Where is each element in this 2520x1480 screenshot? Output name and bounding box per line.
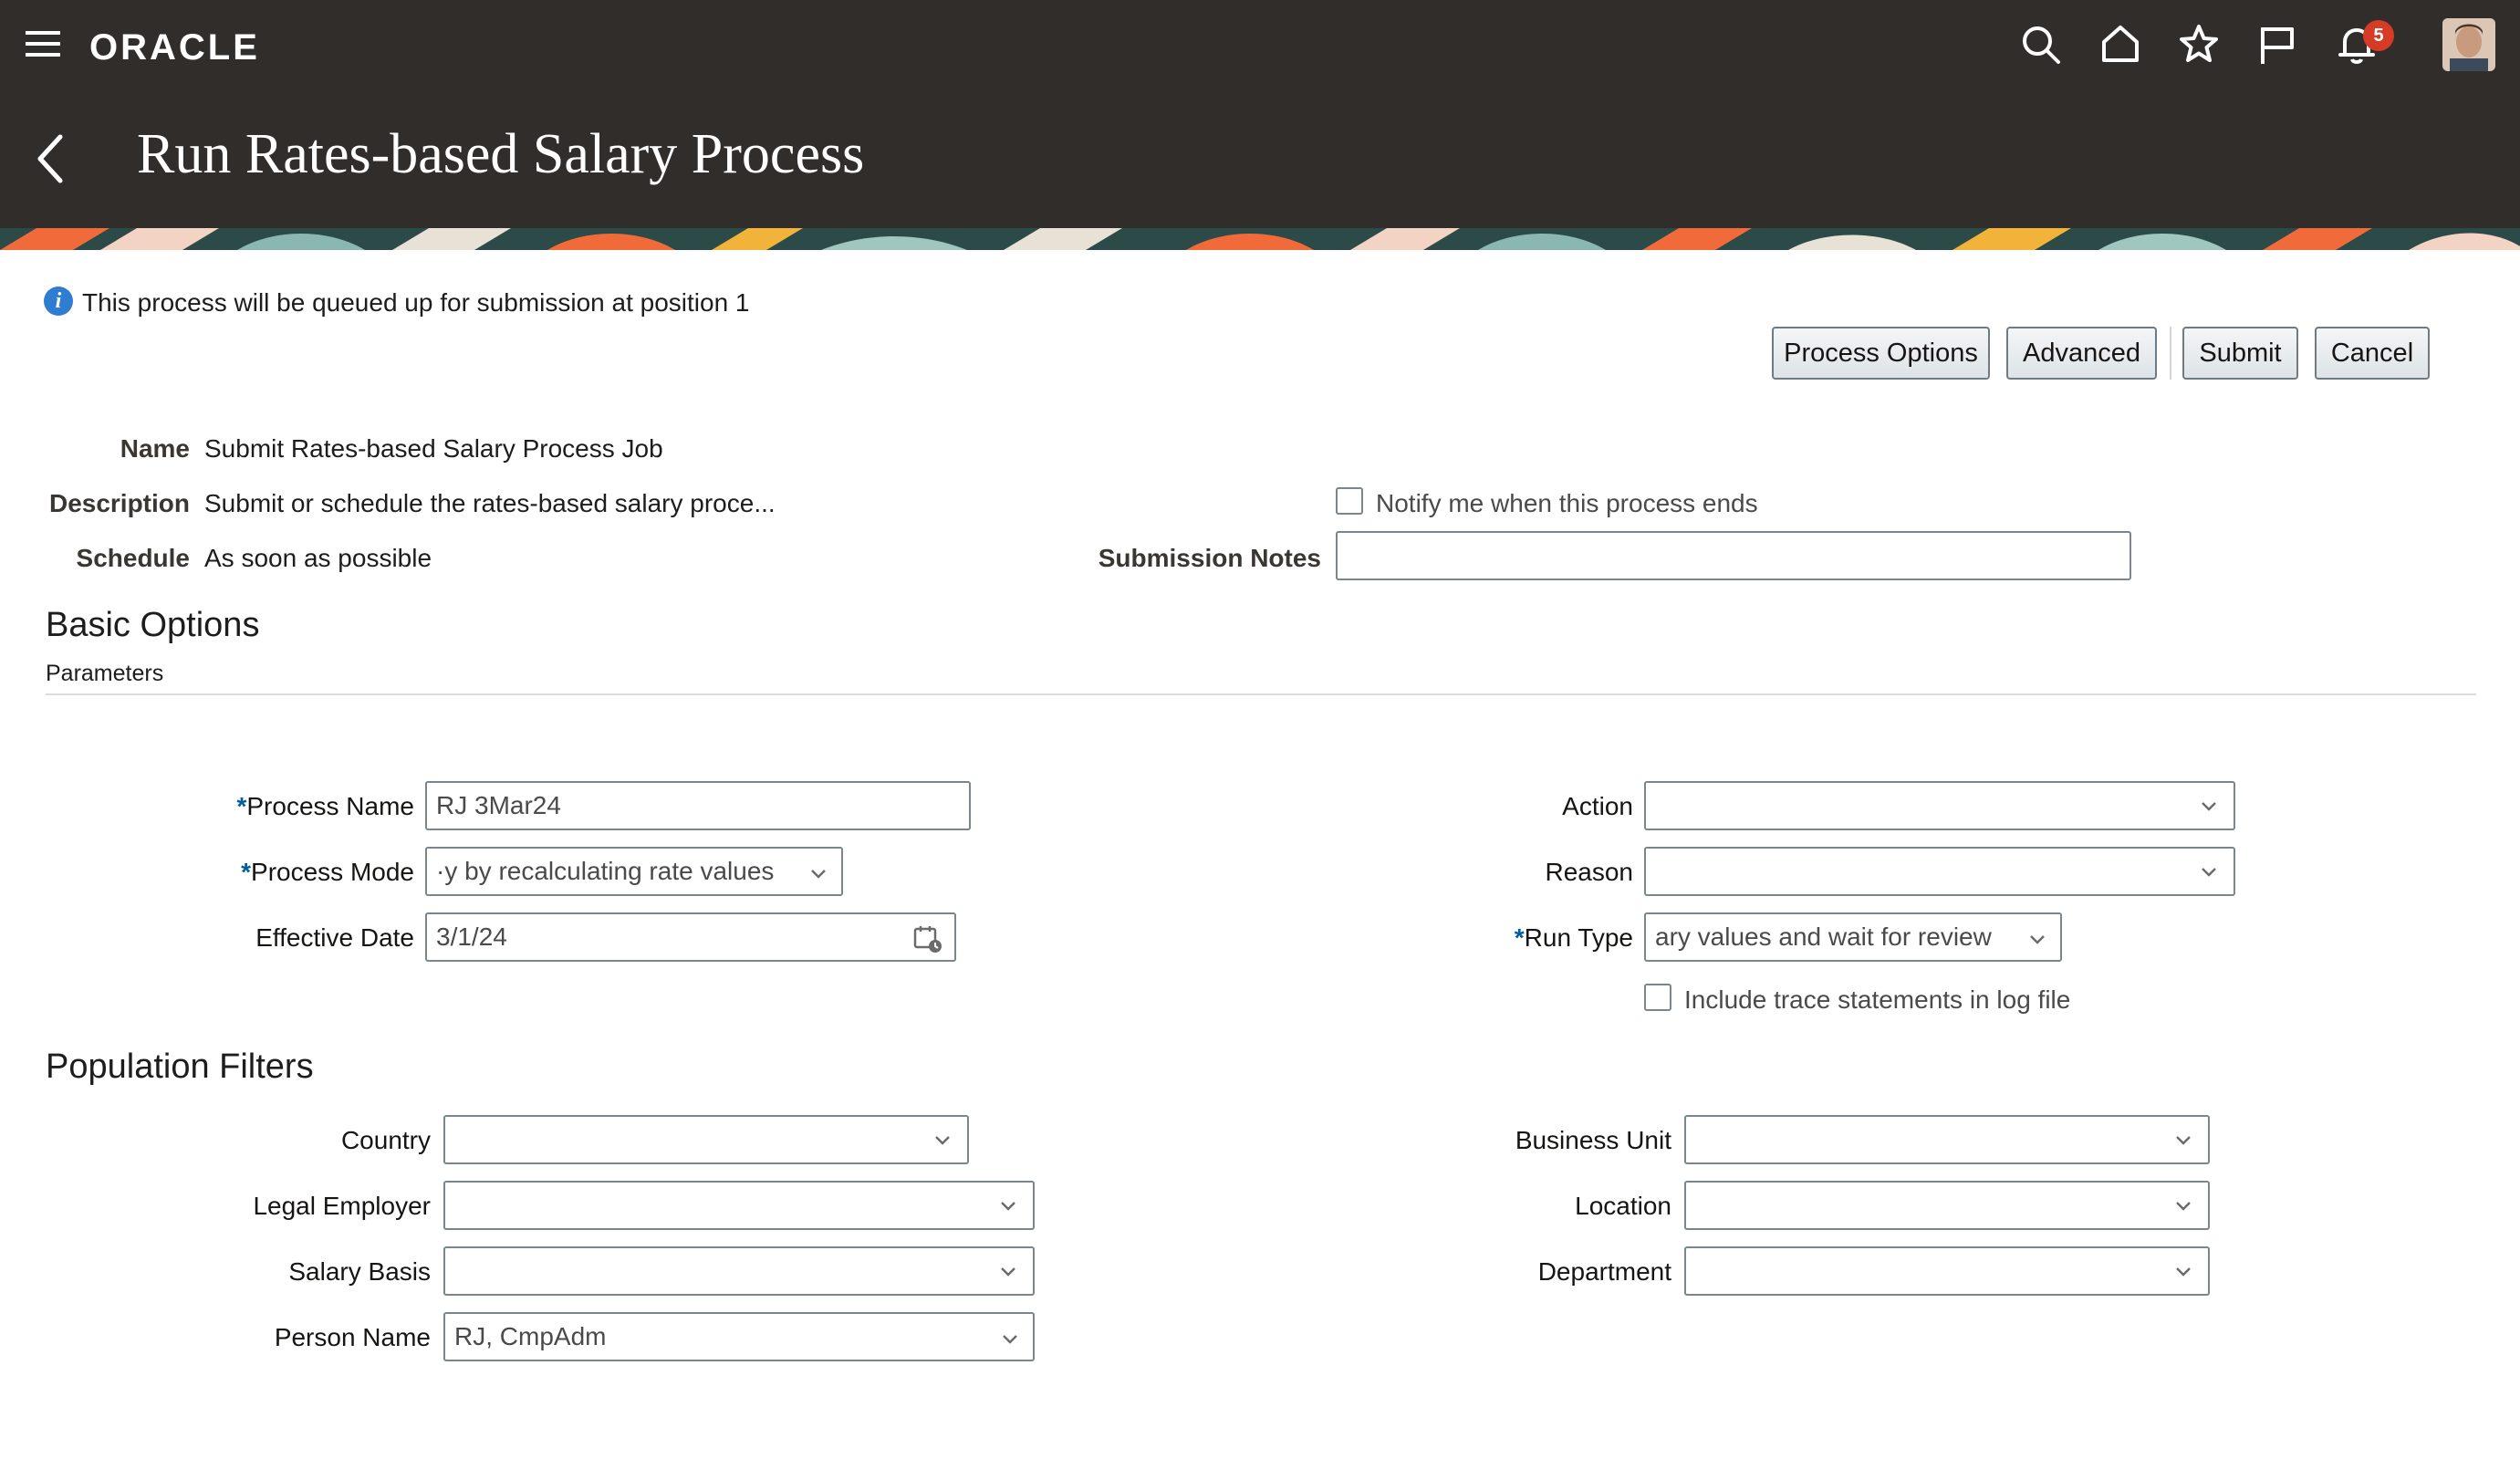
business-unit-label: Business Unit: [1515, 1126, 1671, 1154]
chevron-down-icon: [808, 863, 828, 883]
person-name-value: RJ, CmpAdm: [454, 1322, 607, 1350]
queue-info-message: This process will be queued up for submission at position 1: [82, 288, 750, 317]
run-type-label: *Run Type: [1514, 923, 1633, 952]
run-type-select[interactable]: [1644, 912, 2062, 962]
effective-date-label: Effective Date: [255, 923, 414, 952]
search-icon[interactable]: [2020, 24, 2062, 66]
chevron-down-icon: [2173, 1130, 2193, 1150]
reason-label: Reason: [1545, 858, 1633, 886]
description-label: Description: [48, 489, 190, 517]
action-label: Action: [1562, 792, 1633, 820]
user-avatar[interactable]: [2442, 18, 2495, 71]
back-icon[interactable]: [33, 131, 69, 186]
name-label: Name: [120, 434, 190, 463]
department-select[interactable]: [1684, 1246, 2210, 1296]
toolbar-separator: [2170, 327, 2171, 380]
chevron-down-icon: [2199, 861, 2219, 881]
business-unit-select[interactable]: [1684, 1115, 2210, 1164]
submission-notes-label: Submission Notes: [1098, 544, 1321, 572]
oracle-logo[interactable]: ORACLE: [89, 27, 260, 68]
chevron-down-icon: [2199, 796, 2219, 816]
notify-label: Notify me when this process ends: [1376, 489, 1758, 517]
flag-icon[interactable]: [2257, 24, 2297, 66]
trace-label: Include trace statements in log file: [1684, 985, 2071, 1014]
salary-basis-label: Salary Basis: [288, 1257, 431, 1286]
salary-basis-select[interactable]: [443, 1246, 1035, 1296]
info-icon: i: [44, 287, 73, 316]
chevron-down-icon: [1000, 1329, 1020, 1349]
chevron-down-icon: [998, 1261, 1018, 1281]
process-name-input[interactable]: RJ 3Mar24: [425, 781, 971, 830]
decorative-banner: [0, 228, 2520, 250]
chevron-down-icon: [2173, 1195, 2193, 1215]
population-filters-title: Population Filters: [46, 1047, 314, 1086]
department-label: Department: [1537, 1257, 1671, 1286]
page-title: Run Rates-based Salary Process: [137, 123, 865, 185]
description-value: Submit or schedule the rates-based salary proce...: [204, 489, 776, 517]
chevron-down-icon: [2027, 929, 2047, 949]
star-icon[interactable]: [2177, 22, 2221, 66]
country-select[interactable]: [443, 1115, 969, 1164]
trace-checkbox[interactable]: [1644, 984, 1671, 1011]
process-mode-select[interactable]: [425, 847, 843, 896]
name-value: Submit Rates-based Salary Process Job: [204, 434, 663, 463]
person-name-select[interactable]: [443, 1312, 1035, 1361]
process-options-button[interactable]: Process Options: [1772, 327, 1990, 380]
reason-select[interactable]: [1644, 847, 2235, 896]
legal-employer-select[interactable]: [443, 1181, 1035, 1230]
chevron-down-icon: [998, 1195, 1018, 1215]
notify-checkbox[interactable]: [1336, 487, 1363, 515]
location-label: Location: [1575, 1192, 1671, 1220]
process-name-label: *Process Name: [236, 792, 414, 820]
calendar-icon[interactable]: [912, 923, 943, 954]
global-header: [0, 0, 2520, 228]
person-name-label: Person Name: [274, 1323, 431, 1351]
advanced-button[interactable]: Advanced: [2006, 327, 2157, 380]
action-select[interactable]: [1644, 781, 2235, 830]
chevron-down-icon: [932, 1130, 953, 1150]
notification-count-badge: 5: [2363, 20, 2394, 51]
parameters-subtitle: Parameters: [46, 661, 164, 686]
country-label: Country: [340, 1126, 431, 1154]
cancel-button[interactable]: Cancel: [2315, 327, 2430, 380]
submit-button[interactable]: Submit: [2182, 327, 2298, 380]
basic-options-title: Basic Options: [46, 606, 260, 644]
process-mode-value: ·y by recalculating rate values: [436, 857, 775, 885]
run-type-value: ary values and wait for review: [1655, 922, 1992, 951]
section-divider: [46, 693, 2476, 695]
chevron-down-icon: [2173, 1261, 2193, 1281]
submission-notes-input[interactable]: [1336, 531, 2131, 580]
effective-date-input[interactable]: [425, 912, 956, 962]
process-mode-label: *Process Mode: [241, 858, 414, 886]
home-icon[interactable]: [2098, 22, 2142, 66]
menu-icon[interactable]: [24, 27, 64, 60]
schedule-label: Schedule: [76, 544, 190, 572]
legal-employer-label: Legal Employer: [253, 1192, 431, 1220]
location-select[interactable]: [1684, 1181, 2210, 1230]
effective-date-value: 3/1/24: [436, 922, 507, 951]
schedule-value: As soon as possible: [204, 544, 432, 572]
